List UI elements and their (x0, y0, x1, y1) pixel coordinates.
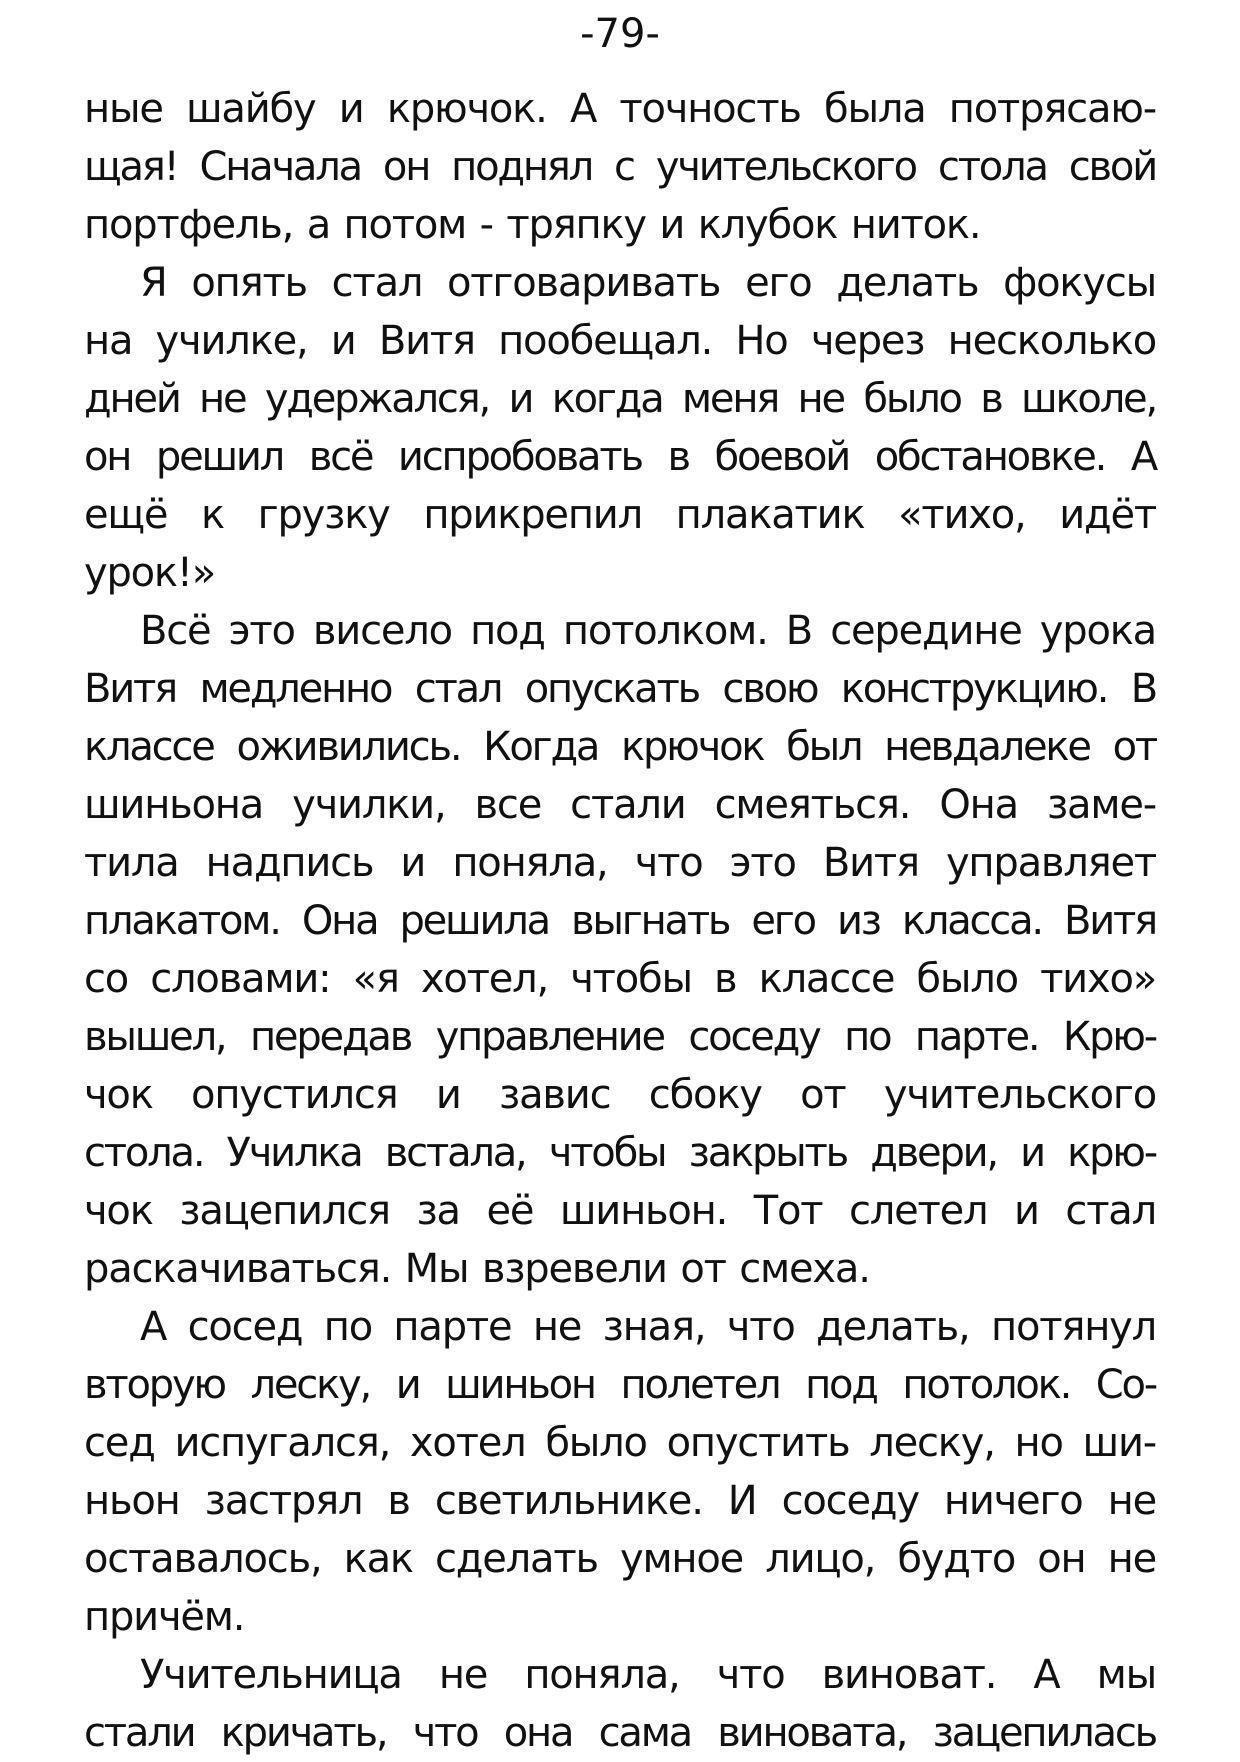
text-line: на училке, и Витя пообещал. Но через несколько (84, 318, 1156, 364)
text-line: Всё это висело под потолком. В середине урока (140, 608, 1156, 654)
text-line: стали кричать, что она сама виновата, зацепилась (84, 1710, 1156, 1756)
text-line: чок опустился и завис сбоку от учительского (84, 1072, 1156, 1118)
text-line: плакатом. Она решила выгнать его из класса. Витя (84, 898, 1156, 944)
text-line: вышел, передав управление соседу по парте. Крю- (84, 1014, 1156, 1060)
text-line: он решил всё испробовать в боевой обстановке. А (84, 434, 1156, 480)
text-line: причём. (84, 1594, 245, 1640)
text-line: раскачиваться. Мы взревели от смеха. (84, 1246, 870, 1292)
text-line: ещё к грузку прикрепил плакатик «тихо, идёт (84, 492, 1156, 538)
text-line: тила надпись и поняла, что это Витя управляет (84, 840, 1156, 886)
text-line: Учительница не поняла, что виноват. А мы (140, 1652, 1156, 1698)
text-line: вторую леску, и шиньон полетел под потолок. Со- (84, 1362, 1156, 1408)
page-number: -79- (580, 11, 660, 57)
text-line: ные шайбу и крючок. А точность была потрясаю- (84, 86, 1156, 132)
text-line: А сосед по парте не зная, что делать, потянул (140, 1304, 1156, 1350)
text-line: оставалось, как сделать умное лицо, будто он не (84, 1536, 1156, 1582)
text-line: дней не удержался, и когда меня не было в школе, (84, 376, 1156, 422)
text-line: Я опять стал отговаривать его делать фокусы (140, 260, 1156, 306)
text-line: портфель, а потом - тряпку и клубок ниток. (84, 202, 981, 248)
text-line: щая! Сначала он поднял с учительского стола свой (84, 144, 1156, 190)
text-line: чок зацепился за её шиньон. Тот слетел и стал (84, 1188, 1156, 1234)
text-line: урок!» (84, 550, 216, 596)
text-line: ньон застрял в светильнике. И соседу ничего не (84, 1478, 1156, 1524)
text-line: классе оживились. Когда крючок был невдалеке от (84, 724, 1156, 770)
text-line: шиньона училки, все стали смеяться. Она заме- (84, 782, 1156, 828)
page-body (84, 80, 1156, 1762)
text-line: стола. Училка встала, чтобы закрыть двери, и крю- (84, 1130, 1156, 1176)
text-line: сед испугался, хотел было опустить леску, но ши- (84, 1420, 1156, 1466)
text-line: со словами: «я хотел, чтобы в классе было тихо» (84, 956, 1156, 1002)
text-line: Витя медленно стал опускать свою конструкцию. В (84, 666, 1156, 712)
